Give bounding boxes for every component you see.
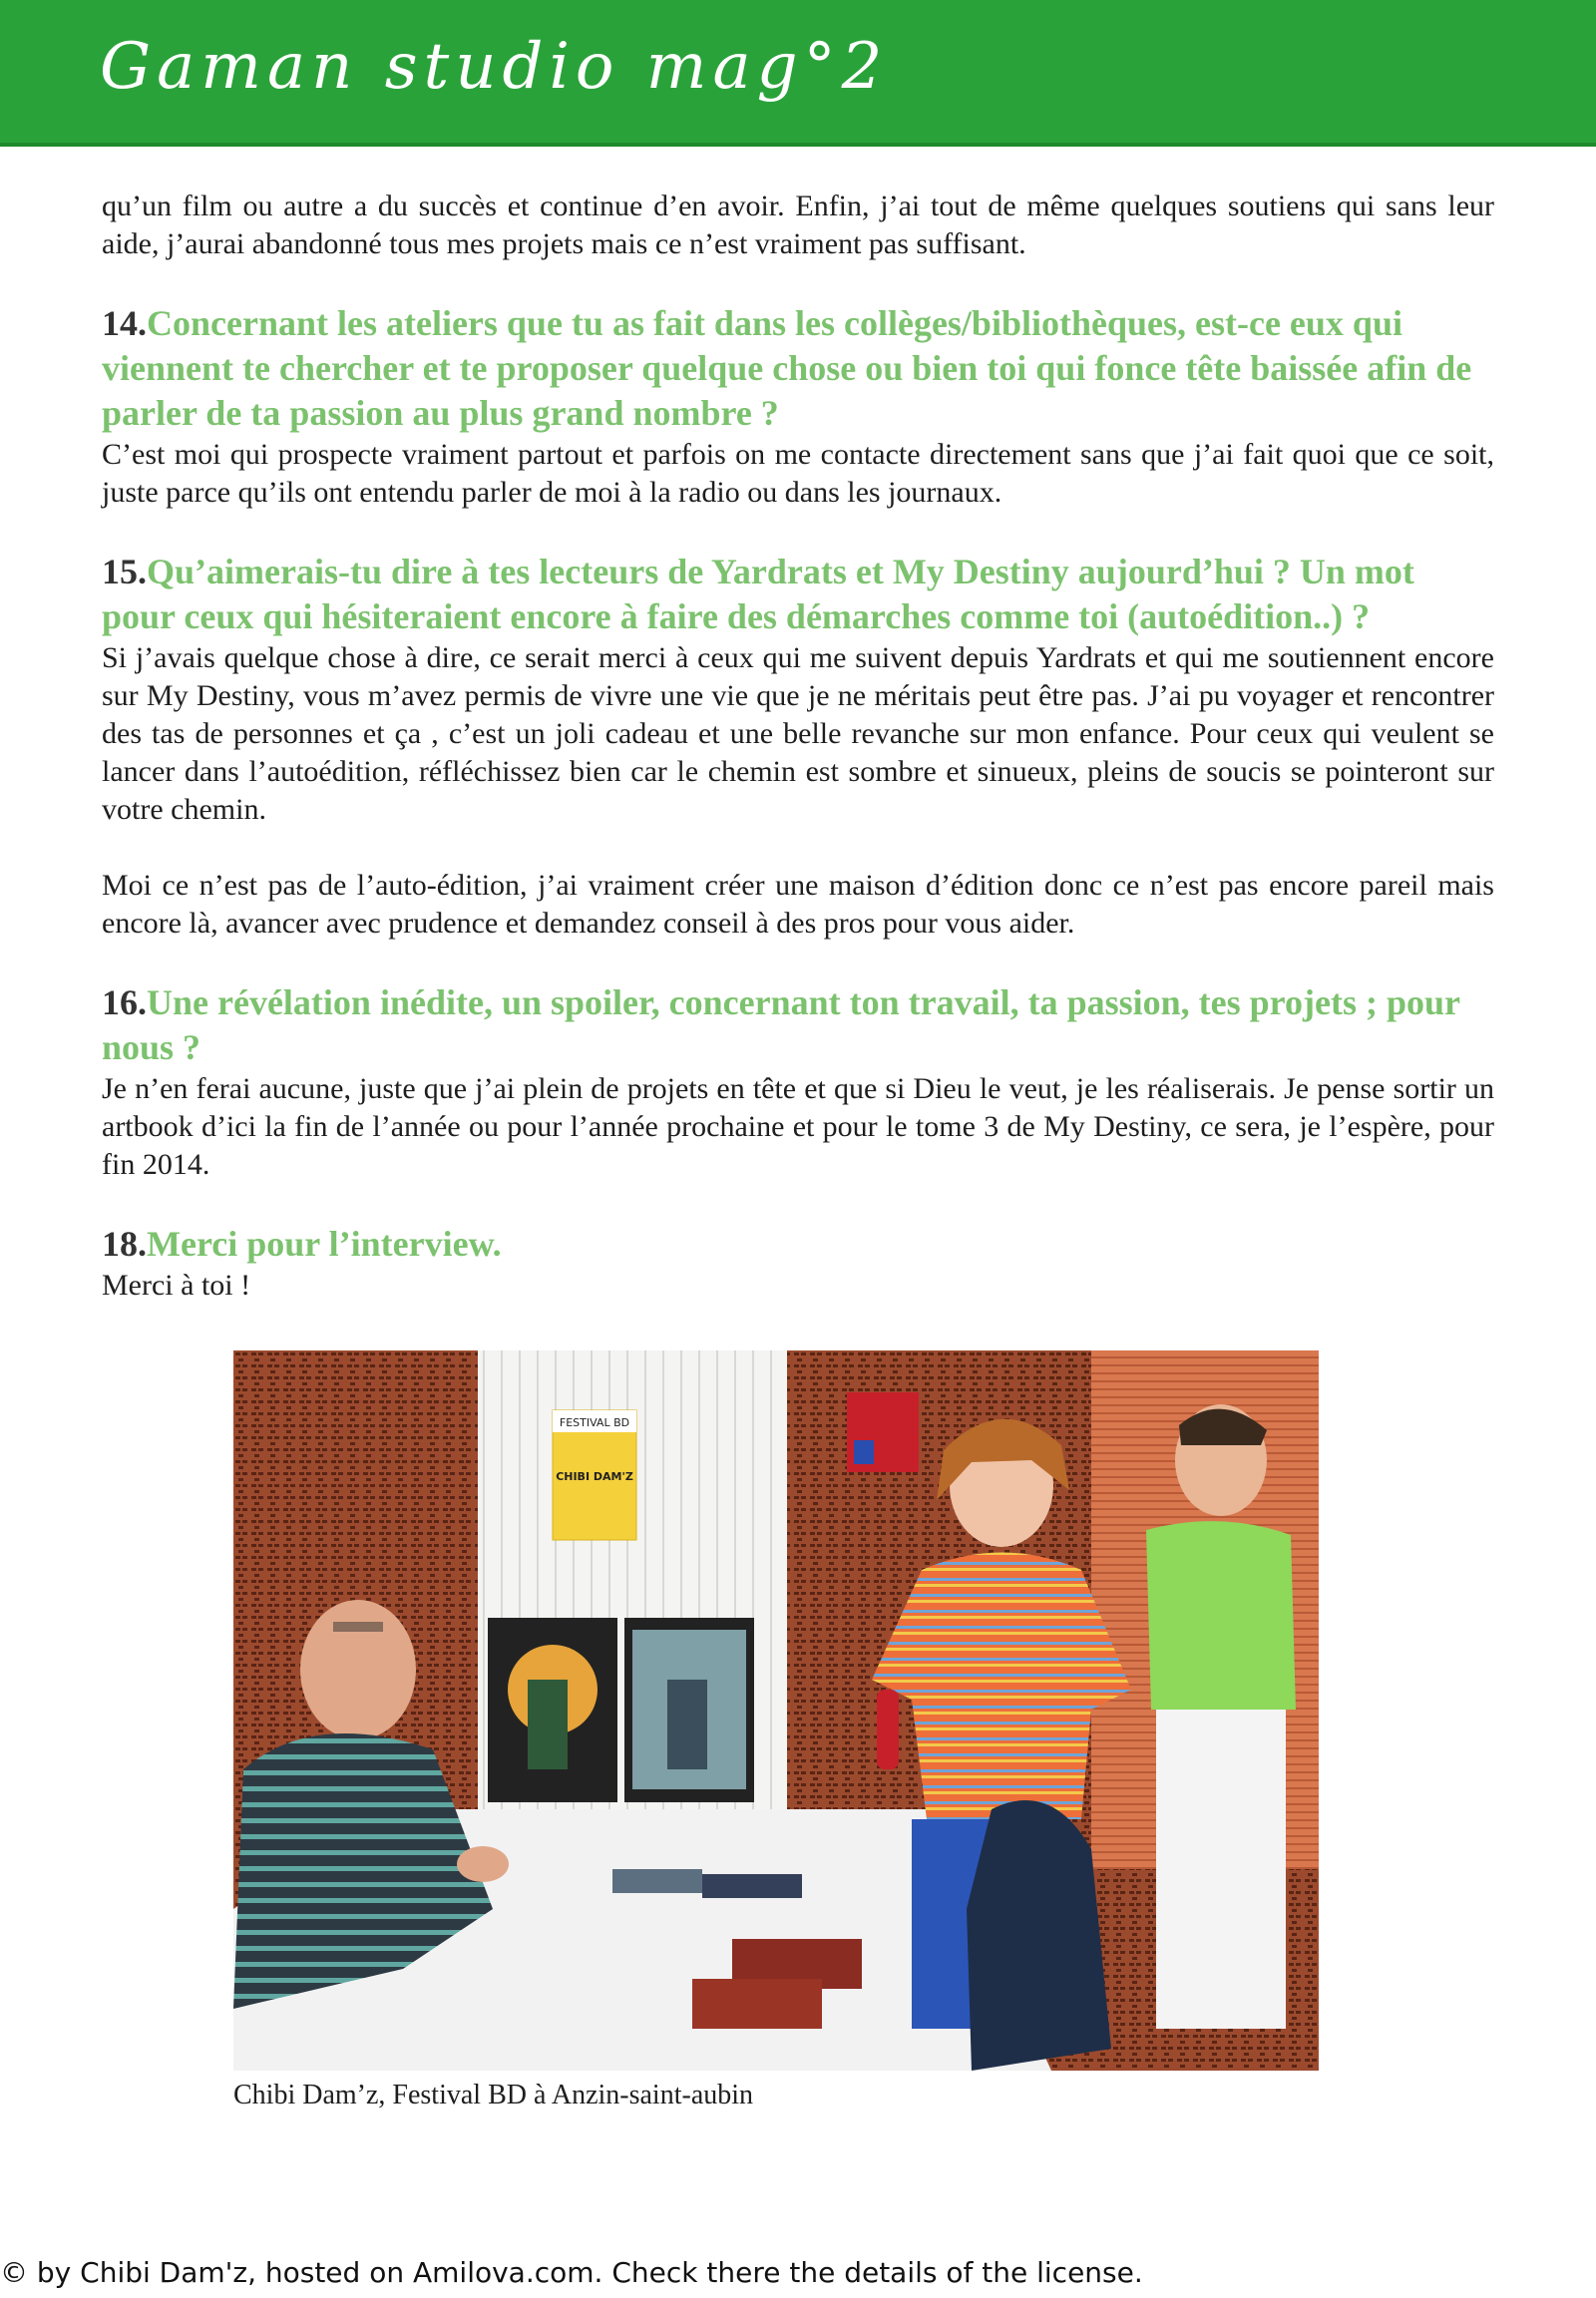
question-text: Une révélation inédite, un spoiler, concernant ton travail, ta passion, tes projets ; pour nous ? xyxy=(102,982,1460,1067)
question-text: Concernant les ateliers que tu as fait dans les collèges/bibliothèques, est-ce eux qui viennent te chercher et te proposer quelque chose ou bien toi qui fonce tête baissée afin de parler de ta passion au plus grand nombre ? xyxy=(102,303,1472,433)
magazine-title: Gaman studio mag°2 xyxy=(100,30,889,104)
answer-18: Merci à toi ! xyxy=(102,1269,251,1302)
question-number: 15. xyxy=(102,552,147,591)
answer-16: Je n’en ferai aucune, juste que j’ai plein de projets en tête et que si Dieu le veut, je les réaliserais. Je pense sortir un artbook d’ici la fin de l’année ou pour l’année prochaine et pour le tome 3 de My Destiny, ce sera, je l’espère, pour fin 2014. xyxy=(102,1072,1494,1181)
interview-content xyxy=(102,188,1494,1305)
question-number: 16. xyxy=(102,982,147,1022)
question-16 xyxy=(102,980,1494,1070)
poster-name: CHIBI DAM'Z xyxy=(556,1470,633,1483)
intro-paragraph: qu’un film ou autre a du succès et continue d’en avoir. Enfin, j’ai tout de même quelques soutiens qui sans leur aide, j’aurai abandonné tous mes projets mais ce n’est vraiment pas suffisant. xyxy=(102,190,1494,260)
question-18 xyxy=(102,1222,1494,1267)
question-number: 18. xyxy=(102,1224,147,1264)
question-14 xyxy=(102,301,1494,436)
license-footer: © by Chibi Dam'z, hosted on Amilova.com. Check there the details of the license. xyxy=(0,2256,1143,2289)
question-text: Qu’aimerais-tu dire à tes lecteurs de Yardrats et My Destiny aujourd’hui ? Un mot pour ceux qui hésiteraient encore à faire des démarches comme toi (autoédition..) ? xyxy=(102,552,1414,636)
answer-15-part-1: Si j’avais quelque chose à dire, ce serait merci à ceux qui me suivent depuis Yardrats et qui me soutiennent encore sur My Destiny, vous m’avez permis de vivre une vie que je ne méritais peut être pas. J’ai pu voyager et rencontrer des tas de personnes et ça , c’est un joli cadeau et une belle revanche sur mon enfance. Pour ceux qui veulent se lancer dans l’autoédition, réfléchissez bien car le chemin est sombre et sinueux, pleins de soucis se pointeront sur votre chemin. xyxy=(102,641,1494,826)
magazine-header xyxy=(0,0,1596,147)
question-text: Merci pour l’interview. xyxy=(147,1224,502,1264)
festival-photo xyxy=(233,1350,1319,2071)
question-15 xyxy=(102,550,1494,639)
poster-title: FESTIVAL BD xyxy=(559,1416,630,1429)
photo-caption: Chibi Dam’z, Festival BD à Anzin-saint-aubin xyxy=(233,2080,754,2110)
question-number: 14. xyxy=(102,303,147,343)
answer-14: C’est moi qui prospecte vraiment partout et parfois on me contacte directement sans que j’ai fait quoi que ce soit, juste parce qu’ils ont entendu parler de moi à la radio ou dans les journaux. xyxy=(102,438,1494,509)
answer-15-part-2: Moi ce n’est pas de l’auto-édition, j’ai vraiment créer une maison d’édition donc ce n’est pas encore pareil mais encore là, avancer avec prudence et demandez conseil à des pros pour vous aider. xyxy=(102,869,1494,940)
